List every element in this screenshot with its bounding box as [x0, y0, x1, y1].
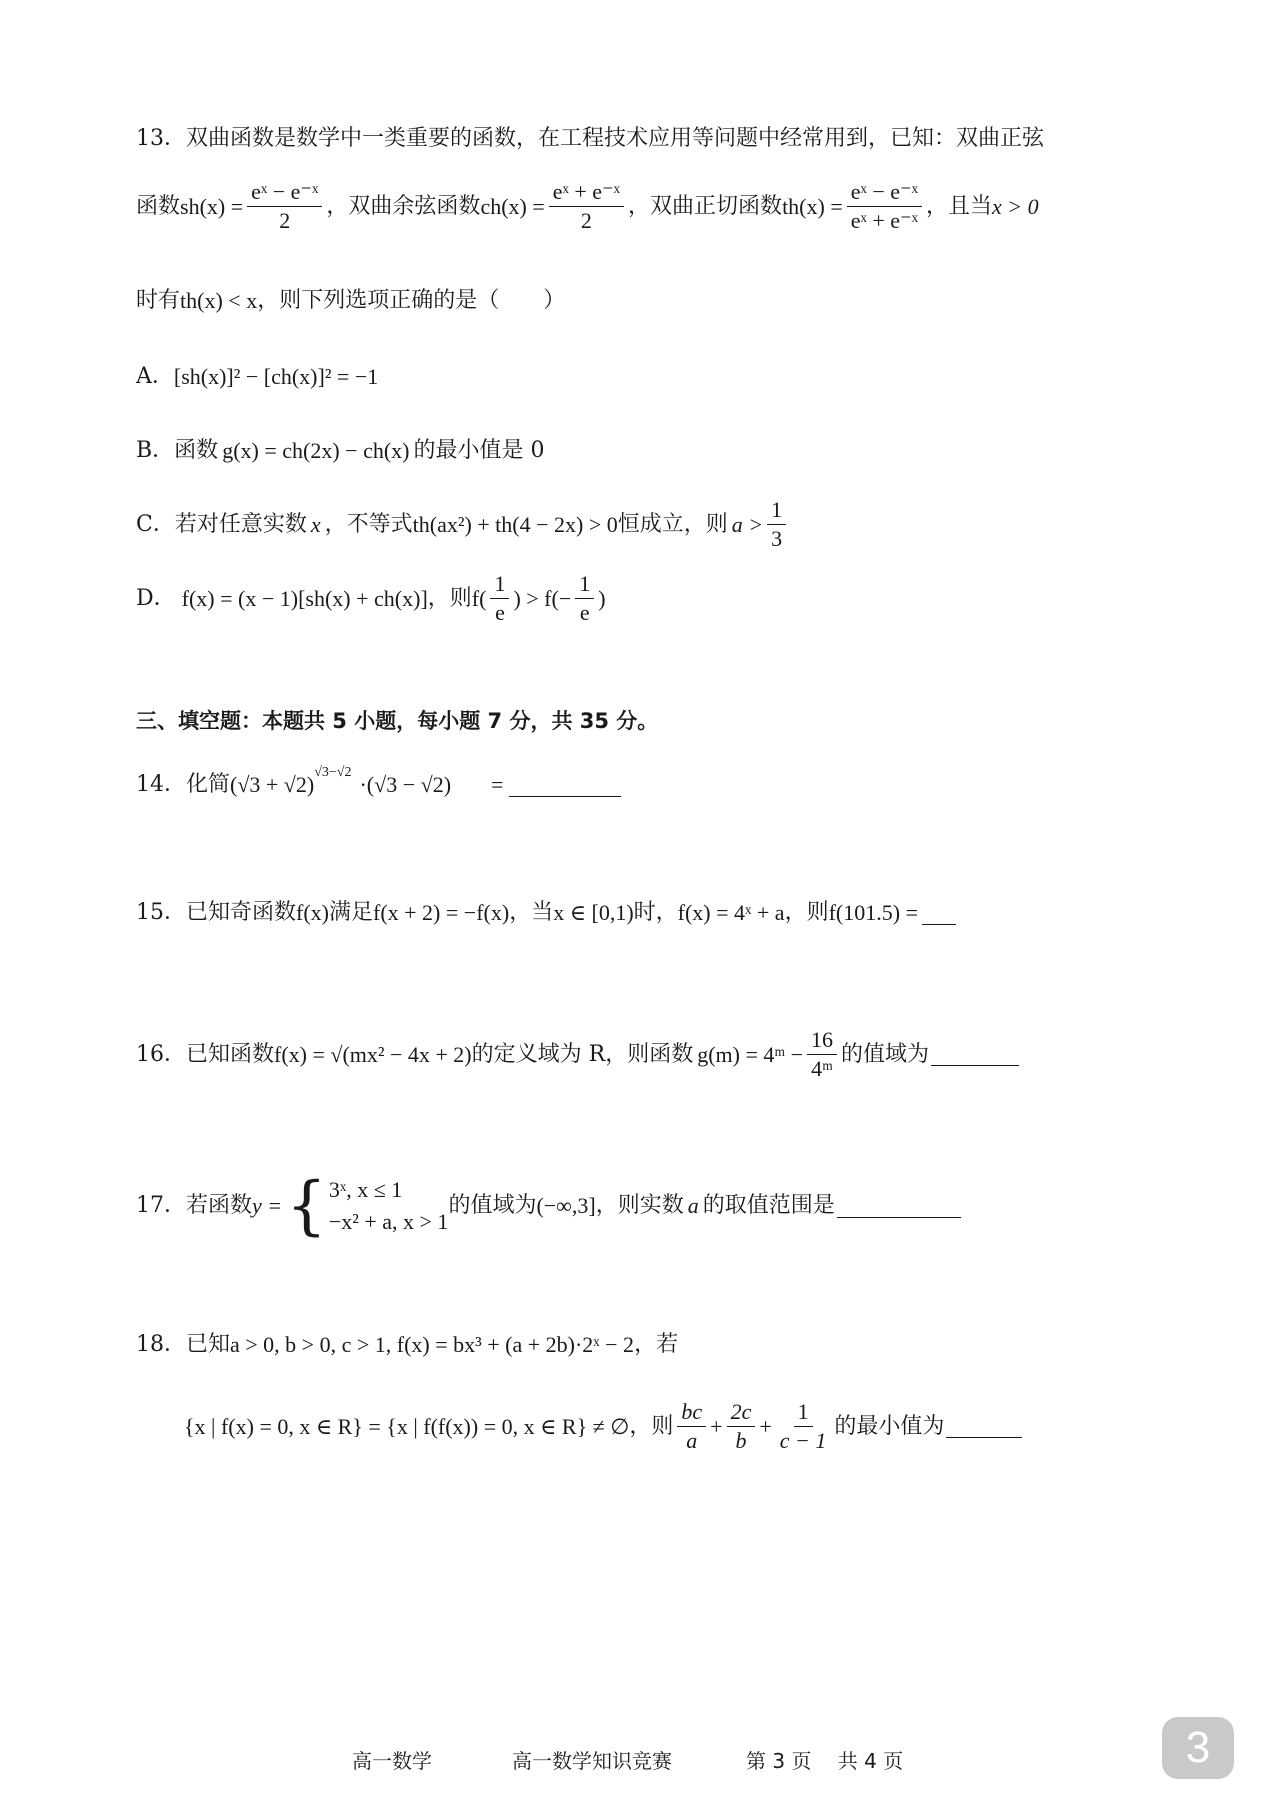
footer-page-number: 第 3 页 共 4 页 [746, 1749, 904, 1773]
q18-line2: {x | f(x) = 0, x ∈ R} = {x | f(f(x)) = 0, x ∈ R} ≠ ∅ ，则 $\frac{bc}{a}$ + $\frac{2c}{b}$ + $\frac{1}{c - 1}$ 的最小值为 [184, 1398, 1022, 1455]
q18-fraction-1: $\frac{bc}{a}$ [677, 1398, 706, 1455]
q17-piecewise: { 3ˣ, x ≤ 1 −x² + a, x > 1 [286, 1169, 449, 1243]
q16-answer-blank [931, 1043, 1019, 1066]
q14-answer-blank [509, 774, 621, 797]
q15: 15．已知奇函数 f(x) 满足 f(x + 2) = −f(x) ，当 x ∈ [0,1) 时， f(x) = 4ˣ + a ，则 f(101.5) = [136, 898, 956, 928]
sh-definition-lhs: sh(x) = [180, 193, 244, 219]
q18-line1: 18．已知 a > 0, b > 0, c > 1, f(x) = bx³ + (a + 2b)·2ˣ − 2 ，若 [136, 1332, 679, 1357]
q15-answer-blank [922, 902, 956, 925]
option-d-fraction-2: $\frac{1}{e}$ [575, 570, 594, 627]
q13-line3: 时有 th(x) < x ，则下列选项正确的是（ ） [136, 288, 566, 313]
q13-option-d: D． f(x) = (x − 1)[sh(x) + ch(x)] ，则 f( $\frac{1}{e}$ ) > f(− $\frac{1}{e}$ ) [136, 571, 606, 625]
q17-answer-blank [837, 1195, 961, 1218]
footer-subject: 高一数学 [352, 1749, 432, 1773]
q16-fraction: $\frac{16}{\text{4ᵐ}}$ [807, 1026, 837, 1083]
option-c-fraction: $\frac{1}{3}$ [767, 496, 786, 553]
ch-fraction: $\frac{\text{eˣ + e⁻ˣ}}{2}$ [549, 178, 624, 235]
q18-fraction-2: $\frac{2c}{b}$ [727, 1398, 756, 1455]
q17: 17．若函数 y = { 3ˣ, x ≤ 1 −x² + a, x > 1 的值域为 (−∞,3] ，则实数 a 的取值范围是 [136, 1174, 961, 1238]
q13-option-a: A． [sh(x)]² − [ch(x)]² = −1 [136, 364, 379, 389]
q14: 14．化简 (√3 + √2) $^{√3-√2}$ ·(√3 − √2) = [136, 770, 621, 800]
q13-line2: 函数 sh(x) = $\frac{\text{eˣ − e⁻ˣ}}{2}$ ，双曲余弦函数 ch(x) = $\frac{\text{eˣ + e⁻ˣ}}{2}$ ，双曲正切函数 th(x) = $\frac{\text{eˣ − e⁻ˣ}}{\text{eˣ + e⁻ˣ}}$ ，且当 x > 0 [136, 179, 1039, 233]
page-number-badge: 3 [1162, 1717, 1234, 1779]
th-fraction: $\frac{\text{eˣ − e⁻ˣ}}{\text{eˣ + e⁻ˣ}}$ [847, 178, 922, 235]
q18-fraction-3: $\frac{1}{c - 1}$ [779, 1399, 827, 1453]
ch-definition-lhs: ch(x) = [480, 193, 545, 219]
section-3-heading: 三、填空题：本题共 5 小题，每小题 7 分，共 35 分。 [136, 709, 659, 733]
footer-contest: 高一数学知识竞赛 [512, 1749, 672, 1773]
q16: 16．已知函数 f(x) = √(mx² − 4x + 2) 的定义域为 R，则函数 g(m) = 4ᵐ − $\frac{16}{\text{4ᵐ}}$ 的值域为 [136, 1026, 1019, 1083]
sh-fraction: $\frac{\text{eˣ − e⁻ˣ}}{2}$ [247, 178, 322, 235]
q18-answer-blank [946, 1415, 1022, 1438]
q13-option-c: C． 若对任意实数 x ，不等式 th(ax²) + th(4 − 2x) > 0 恒成立，则 a > $\frac{1}{3}$ [136, 496, 790, 553]
q13-option-b: B． 函数 g(x) = ch(2x) − ch(x) 的最小值是 0 [136, 438, 545, 463]
option-d-fraction-1: $\frac{1}{e}$ [490, 570, 509, 627]
q13-line1: 13．双曲函数是数学中一类重要的函数，在工程技术应用等问题中经常用到，已知：双曲正弦 [136, 126, 1044, 151]
th-definition-lhs: th(x) = [782, 193, 843, 219]
